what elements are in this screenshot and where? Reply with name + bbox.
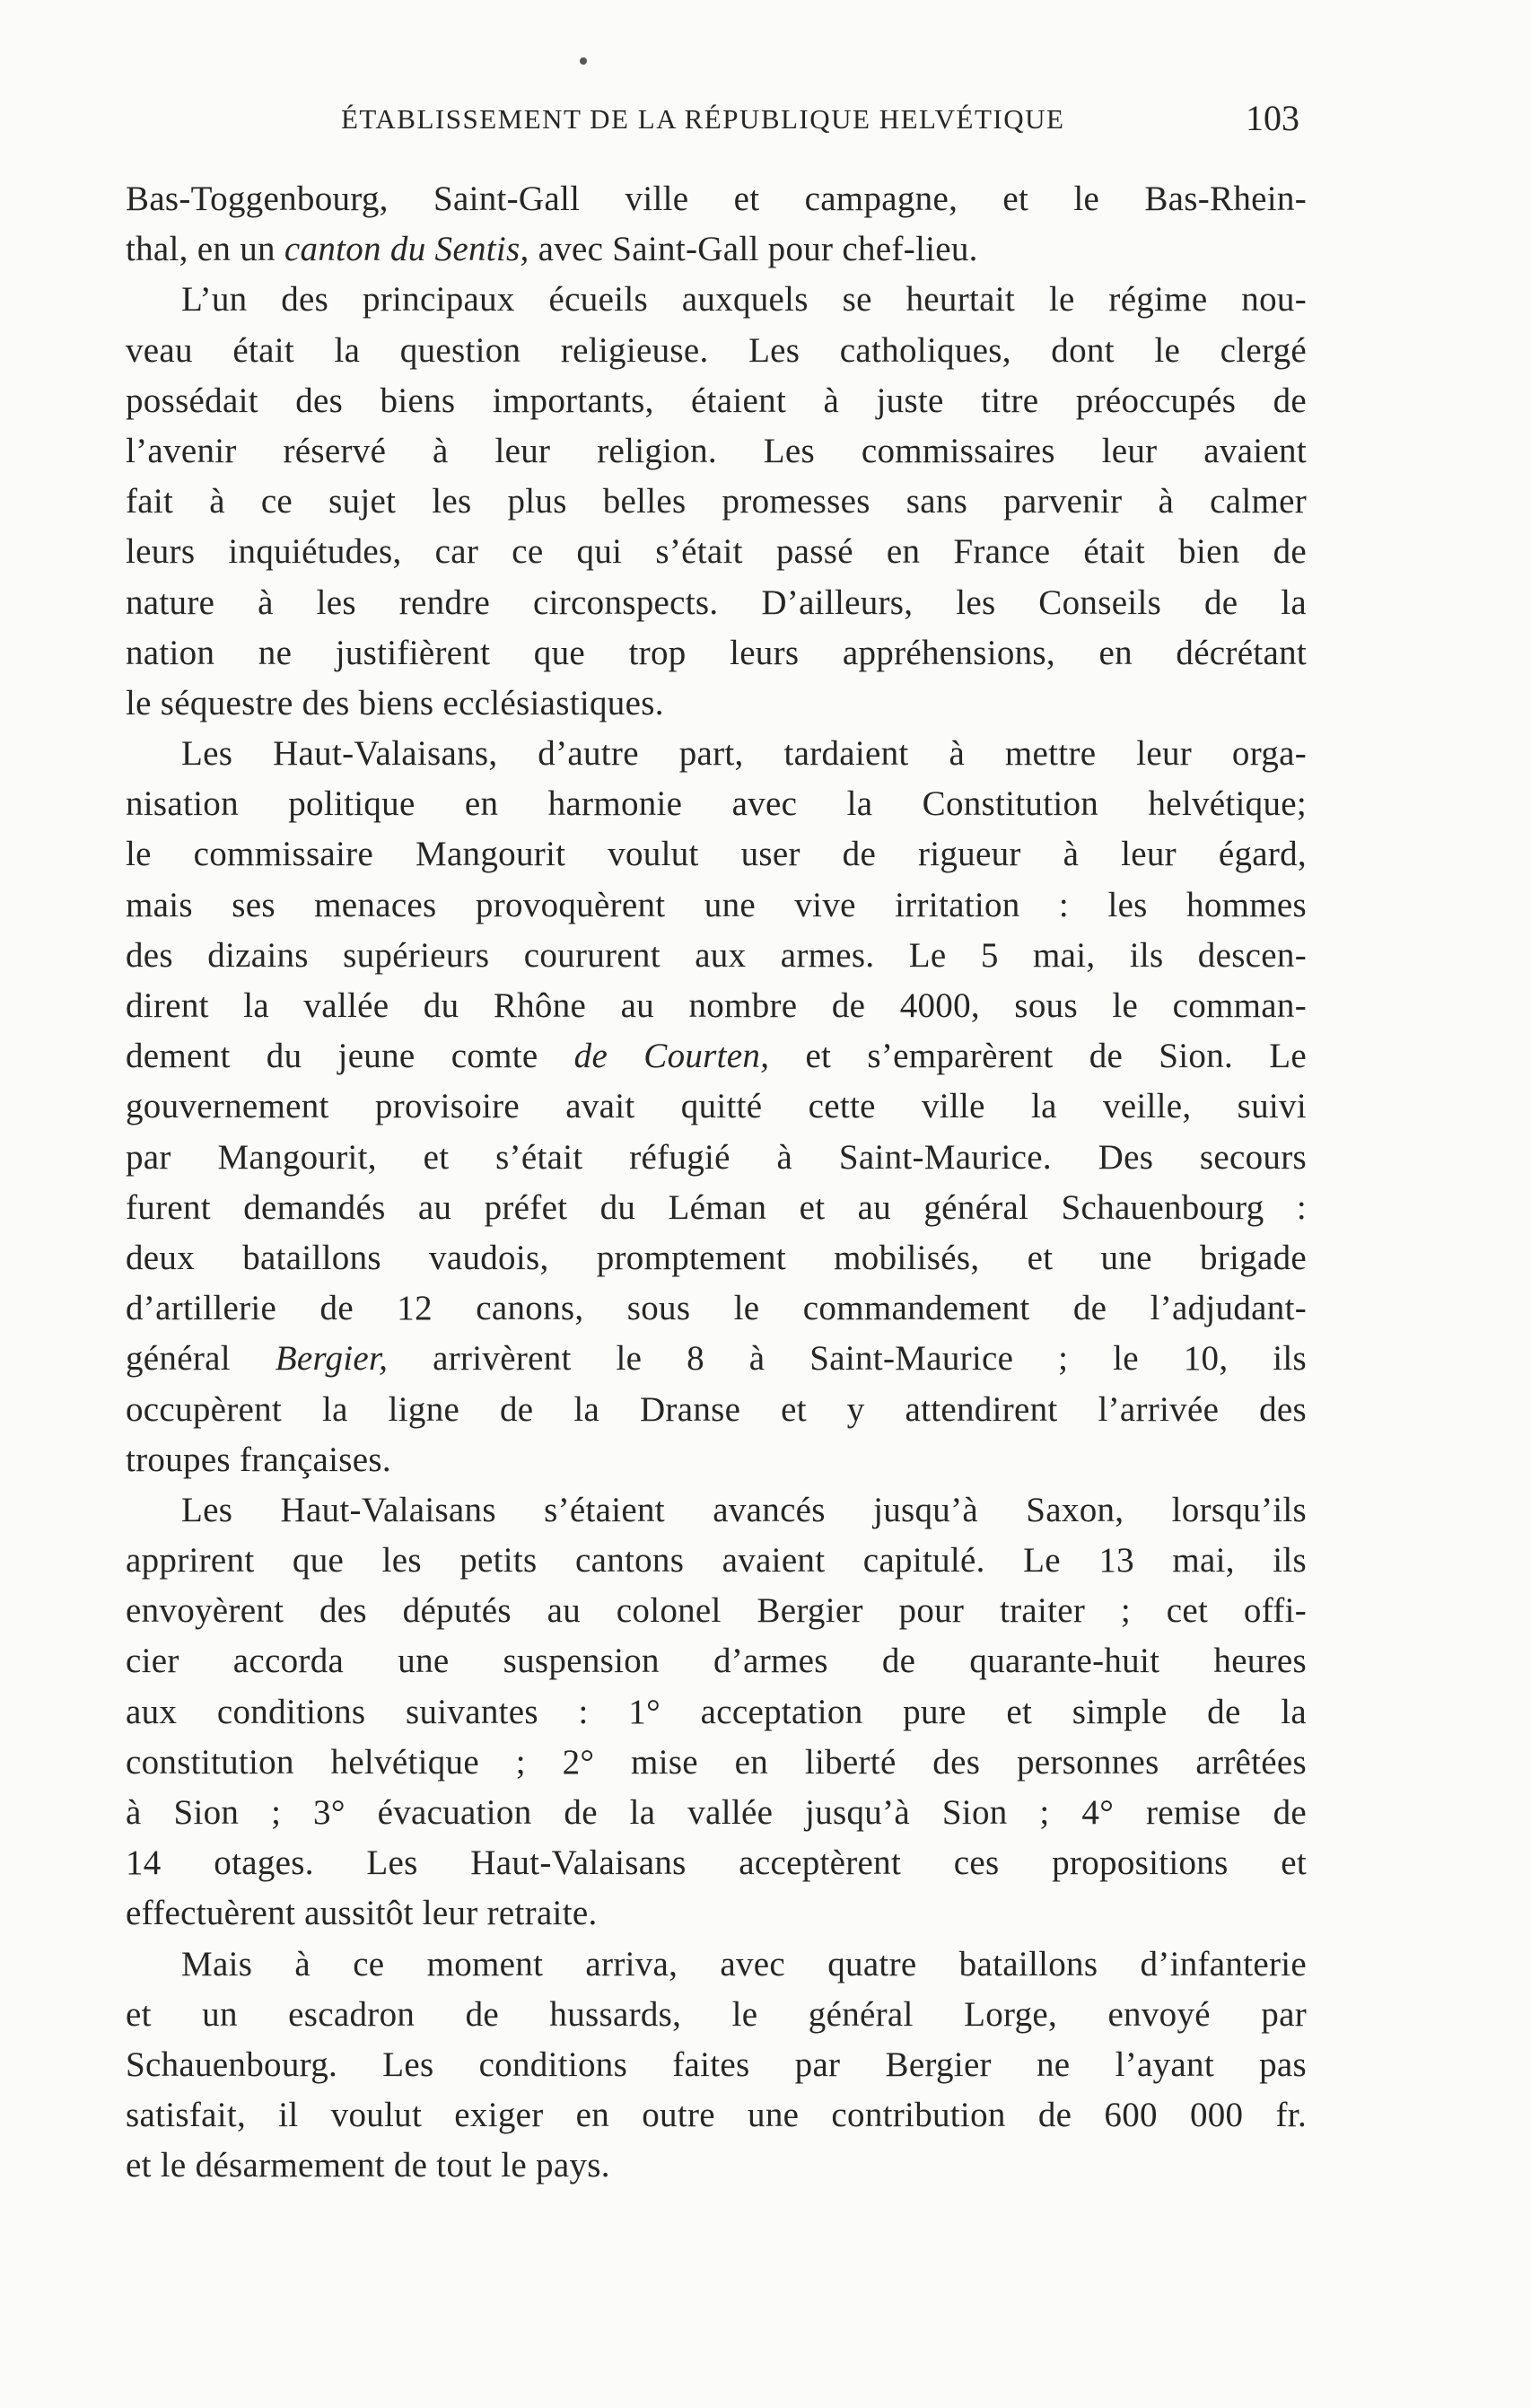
- text-line: [126, 679, 1307, 729]
- text-run: deux bataillons vaudois, promptement mobilisés, et une brigade: [126, 1238, 1307, 1277]
- text-line: [126, 981, 1307, 1031]
- text-line: [126, 578, 1307, 628]
- text-line: [126, 1636, 1307, 1686]
- text-run: mais ses menaces provoquèrent une vive irritation : les hommes: [126, 885, 1307, 924]
- text-line: [126, 2040, 1307, 2090]
- text-run: le commissaire Mangourit voulut user de rigueur à leur égard,: [126, 835, 1307, 874]
- text-run: satisfait, il voulut exiger en outre une contribution de 600 000 fr.: [126, 2096, 1307, 2135]
- text-run: Schauenbourg. Les conditions faites par Bergier ne l’ayant pas: [126, 2045, 1307, 2084]
- text-line: [126, 1687, 1307, 1738]
- text-run: troupes françaises.: [126, 1440, 391, 1479]
- text-run: furent demandés au préfet du Léman et au général Schauenbourg :: [126, 1187, 1307, 1227]
- text-run: arrivèrent le 8 à Saint-Maurice ; le 10, ils: [388, 1339, 1307, 1379]
- text-run: Les Haut-Valaisans, d’autre part, tardaient à mettre leur orga-: [181, 734, 1307, 774]
- text-run: avec Saint-Gall pour chef-lieu.: [529, 230, 978, 269]
- paragraph: [126, 729, 1307, 1485]
- text-line: [126, 1283, 1307, 1334]
- text-line: [126, 224, 1307, 275]
- text-line: [126, 1183, 1307, 1233]
- text-run: veau était la question religieuse. Les catholiques, dont le clergé: [126, 330, 1307, 370]
- print-speck: [580, 57, 587, 65]
- text-run: apprirent que les petits cantons avaient capitulé. Le 13 mai, ils: [126, 1541, 1307, 1581]
- paragraph: [126, 1940, 1307, 2192]
- text-line: [126, 2141, 1307, 2191]
- page-number: 103: [1246, 98, 1299, 138]
- text-run: le séquestre des biens ecclésiastiques.: [126, 683, 664, 722]
- text-line: [126, 1385, 1307, 1435]
- text-run: par Mangourit, et s’était réfugié à Saint-Maurice. Des secours: [126, 1137, 1307, 1177]
- text-run: nation ne justifièrent que trop leurs appréhensions, en décrétant: [126, 633, 1307, 672]
- text-run: nature à les rendre circonspects. D’ailleurs, les Conseils de la: [126, 582, 1307, 622]
- text-line: [126, 275, 1307, 325]
- text-line: [126, 1536, 1307, 1586]
- text-line: [126, 527, 1307, 577]
- paragraph: [126, 1485, 1307, 1940]
- text-line: [126, 376, 1307, 426]
- text-line: [126, 829, 1307, 880]
- paragraph: [126, 174, 1307, 275]
- text-run: cier accorda une suspension d’armes de quarante-huit heures: [126, 1642, 1307, 1681]
- text-line: [126, 1133, 1307, 1183]
- text-run: effectuèrent aussitôt leur retraite.: [126, 1894, 598, 1933]
- text-line: [126, 1888, 1307, 1939]
- text-line: [126, 426, 1307, 477]
- italic-text-run: Bergier,: [275, 1339, 389, 1379]
- text-run: possédait des biens importants, étaient à juste titre préoccupés de: [126, 381, 1307, 420]
- text-line: [126, 174, 1307, 224]
- text-line: [126, 1081, 1307, 1132]
- text-run: nisation politique en harmonie avec la Constitution helvétique;: [126, 784, 1307, 824]
- running-title: ÉTABLISSEMENT DE LA RÉPUBLIQUE HELVÉTIQUE: [341, 103, 1065, 135]
- text-run: l’avenir réservé à leur religion. Les commissaires leur avaient: [126, 431, 1307, 470]
- text-run: L’un des principaux écueils auxquels se heurtait le régime nou-: [181, 280, 1307, 320]
- text-line: [126, 1838, 1307, 1888]
- text-line: [126, 1485, 1307, 1536]
- text-run: général: [126, 1339, 276, 1379]
- text-line: [126, 1788, 1307, 1838]
- text-run: fait à ce sujet les plus belles promesses sans parvenir à calmer: [126, 482, 1307, 521]
- text-run: et un escadron de hussards, le général Lorge, envoyé par: [126, 1994, 1307, 2034]
- text-line: [126, 1990, 1307, 2040]
- text-line: [126, 2090, 1307, 2141]
- text-run: Les Haut-Valaisans s’étaient avancés jusqu’à Saxon, lorsqu’ils: [181, 1490, 1307, 1529]
- text-line: [126, 1334, 1307, 1384]
- text-line: [126, 779, 1307, 829]
- text-run: dement du jeune comte: [126, 1037, 574, 1076]
- text-line: [126, 1435, 1307, 1485]
- text-run: leurs inquiétudes, car ce qui s’était passé en France était bien de: [126, 532, 1307, 572]
- text-run: et s’emparèrent de Sion. Le: [769, 1037, 1307, 1076]
- text-line: [126, 1940, 1307, 1990]
- text-run: Mais à ce moment arriva, avec quatre bataillons d’infanterie: [181, 1944, 1307, 1983]
- text-run: 14 otages. Les Haut-Valaisans acceptèrent ces propositions et: [126, 1843, 1307, 1883]
- text-line: [126, 477, 1307, 527]
- text-line: [126, 1738, 1307, 1788]
- text-line: [126, 1233, 1307, 1283]
- text-run: des dizains supérieurs coururent aux armes. Le 5 mai, ils descen-: [126, 935, 1307, 975]
- text-run: occupèrent la ligne de la Dranse et y attendirent l’arrivée des: [126, 1389, 1307, 1429]
- text-line: [126, 326, 1307, 376]
- text-line: [126, 931, 1307, 981]
- text-line: [126, 880, 1307, 931]
- text-run: envoyèrent des députés au colonel Bergier pour traiter ; cet offi-: [126, 1591, 1307, 1631]
- text-run: constitution helvétique ; 2° mise en liberté des personnes arrêtées: [126, 1742, 1307, 1782]
- italic-text-run: canton du Sentis,: [284, 230, 529, 269]
- text-run: d’artillerie de 12 canons, sous le commandement de l’adjudant-: [126, 1289, 1307, 1328]
- text-line: [126, 1031, 1307, 1081]
- paragraph: [126, 275, 1307, 729]
- text-run: et le désarmement de tout le pays.: [126, 2146, 610, 2185]
- text-line: [126, 1586, 1307, 1636]
- text-line: [126, 628, 1307, 679]
- italic-text-run: de Courten,: [573, 1037, 770, 1076]
- text-run: à Sion ; 3° évacuation de la vallée jusqu’à Sion ; 4° remise de: [126, 1793, 1307, 1832]
- text-line: [126, 729, 1307, 779]
- body-text: [126, 174, 1307, 2192]
- text-run: gouvernement provisoire avait quitté cette ville la veille, suivi: [126, 1087, 1307, 1126]
- text-run: dirent la vallée du Rhône au nombre de 4000, sous le comman-: [126, 986, 1307, 1025]
- text-run: thal, en un: [126, 230, 284, 269]
- text-run: Bas-Toggenbourg, Saint-Gall ville et campagne, et le Bas-Rhein-: [126, 180, 1307, 218]
- text-run: aux conditions suivantes : 1° acceptation pure et simple de la: [126, 1692, 1307, 1731]
